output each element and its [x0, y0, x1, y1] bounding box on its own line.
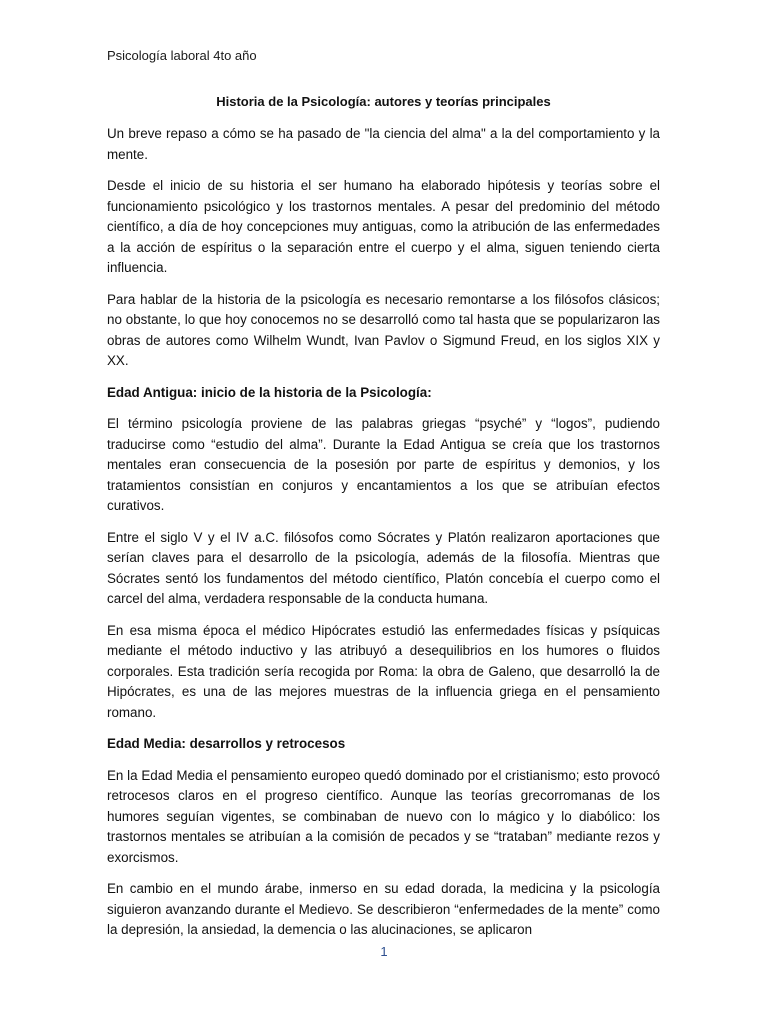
section-heading-media: Edad Media: desarrollos y retrocesos: [107, 736, 346, 751]
paragraph-4: Entre el siglo V y el IV a.C. filósofos como Sócrates y Platón realizaron aportaciones que serían claves para el desarrollo de la psicología, además de la filosofía. Mientras que Sócrates sentó los fundamentos del método científico, Platón concebía el cuerpo como el carcel del alma, verdadera responsable de la conducta humana.: [107, 529, 660, 606]
paragraph-2: Para hablar de la historia de la psicología es necesario remontarse a los filósofos clásicos; no obstante, lo que hoy conocemos no se desarrolló como tal hasta que se popularizaron las obras de autores como Wilhelm Wundt, Ivan Pavlov o Sigmund Freud, en los siglos XIX y XX.: [107, 291, 660, 368]
paragraph-3: El término psicología proviene de las palabras griegas “psyché” y “logos”, pudiendo traducirse como “estudio del alma”. Durante la Edad Antigua se creía que los trastornos mentales eran consecuencia de la posesión por parte de espíritus y demonios, y los tratamientos consistían en conjuros y encantamientos a los que se atribuían efectos curativos.: [107, 416, 660, 513]
page-header: Psicología laboral 4to año: [107, 48, 257, 63]
intro-paragraph: Un breve repaso a cómo se ha pasado de "la ciencia del alma" a la del comportamiento y la mente.: [107, 126, 660, 162]
paragraph-6: En la Edad Media el pensamiento europeo quedó dominado por el cristianismo; esto provocó retrocesos claros en el progreso científico. Aunque las teorías grecorromanas de los humores seguían vigentes, se combinaban de nuevo con lo mágico y lo diabólico: los trastornos mentales se atribuían a la comisión de pecados y se “trataban” mediante rezos y exorcismos.: [107, 767, 660, 865]
document-body: [107, 124, 660, 952]
section-heading-antigua: Edad Antigua: inicio de la historia de la Psicología:: [107, 384, 432, 400]
document-title: Historia de la Psicología: autores y teorías principales: [216, 94, 551, 109]
page-number: 1: [380, 944, 388, 959]
paragraph-5: En esa misma época el médico Hipócrates estudió las enfermedades físicas y psíquicas mediante el método inductivo y las atribuyó a desequilibrios en los humores o fluidos corporales. Esta tradición sería recogida por Roma: la obra de Galeno, que desarrolló la de Hipócrates, es una de las mejores muestras de la influencia griega en el pensamiento romano.: [107, 622, 660, 720]
paragraph-1: Desde el inicio de su historia el ser humano ha elaborado hipótesis y teorías sobre el funcionamiento psicológico y los trastornos mentales. A pesar del predominio del método científico, a día de hoy concepciones muy antiguas, como la atribución de las enfermedades a la acción de espíritus o la separación entre el cuerpo y el alma, siguen teniendo cierta influencia.: [107, 178, 660, 275]
paragraph-7: En cambio en el mundo árabe, inmerso en su edad dorada, la medicina y la psicología siguieron avanzando durante el Medievo. Se describieron “enfermedades de la mente” como la depresión, la ansiedad, la demencia o las alucinaciones, se aplicaron: [107, 881, 660, 937]
